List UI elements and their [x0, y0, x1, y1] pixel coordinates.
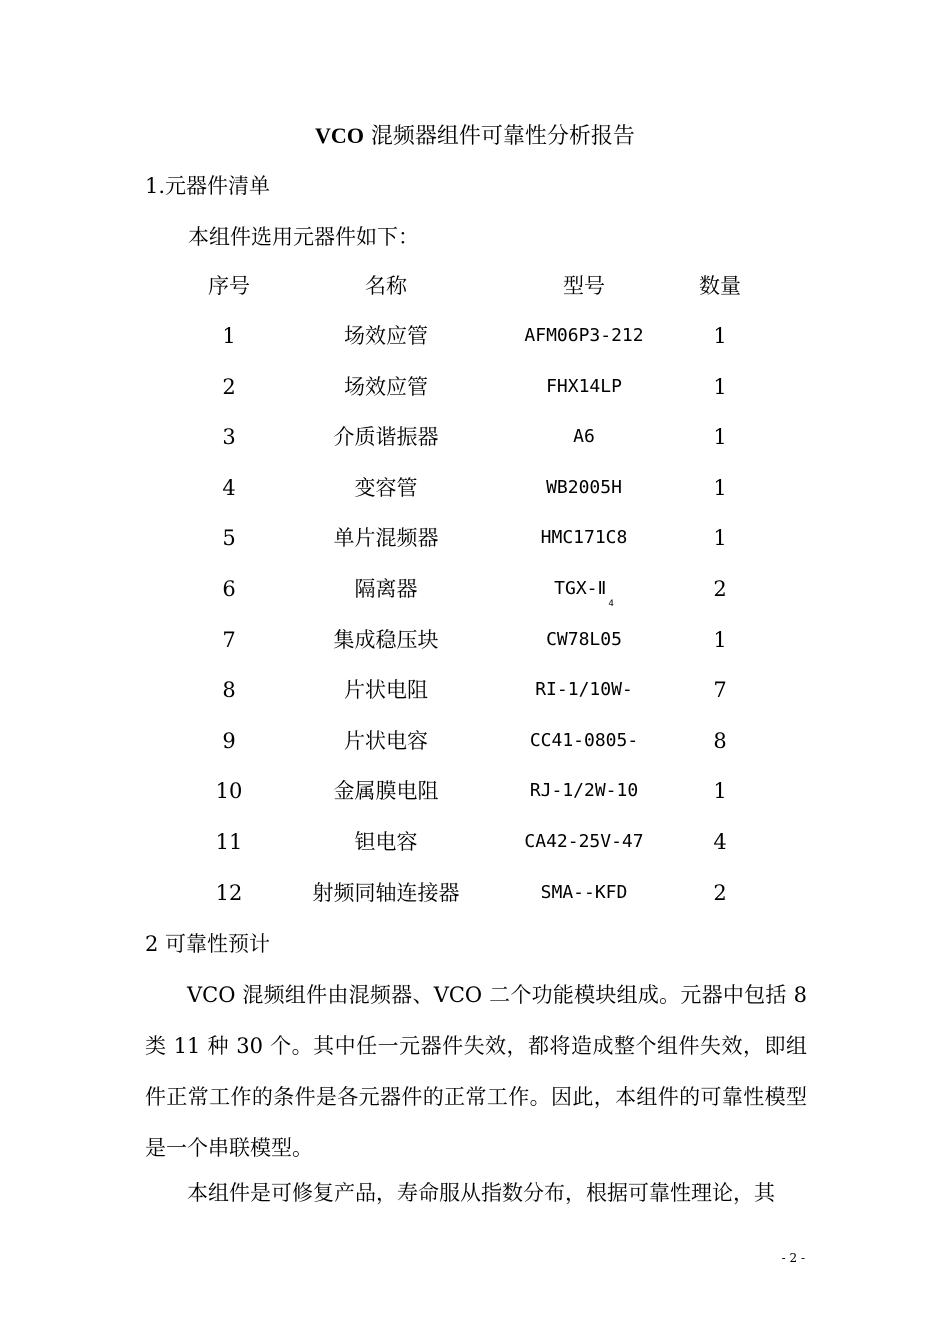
- cell-no-text: 1: [222, 324, 236, 348]
- header-no: 序号: [208, 274, 250, 298]
- cell-name: [286, 522, 486, 554]
- cell-qty: [670, 522, 770, 554]
- cell-qty-text: 4: [713, 830, 727, 854]
- cell-no: [179, 421, 279, 453]
- cell-qty: [670, 421, 770, 453]
- cell-name-text: 射频同轴连接器: [312, 880, 460, 905]
- cell-no-text: 6: [222, 577, 236, 601]
- cell-qty-text: 1: [713, 627, 727, 652]
- table-row: [0, 320, 950, 352]
- cell-name-text: 集成稳压块: [333, 627, 439, 652]
- cell-model: [484, 624, 684, 656]
- cell-name-text: 隔离器: [354, 577, 418, 601]
- paragraph-2: 本组件是可修复产品，寿命服从指数分布，根据可靠性理论，其: [187, 1181, 775, 1205]
- cell-name: [286, 320, 486, 352]
- cell-name-text: 片状电阻: [344, 678, 428, 703]
- cell-no-text: 5: [222, 526, 236, 551]
- cell-qty-text: 7: [713, 678, 727, 703]
- cell-qty-text: 1: [713, 324, 727, 348]
- cell-model: [484, 877, 684, 909]
- cell-no: [179, 826, 279, 858]
- cell-no-text: 2: [222, 374, 236, 399]
- cell-no: [179, 573, 279, 605]
- cell-model: [484, 371, 684, 403]
- cell-no: [179, 624, 279, 656]
- header-name: 名称: [365, 274, 407, 298]
- section-1-heading: 1.元器件清单: [145, 174, 271, 198]
- document-title: [0, 120, 950, 153]
- cell-model: [484, 472, 684, 504]
- cell-name-text: 金属膜电阻: [333, 779, 439, 804]
- cell-qty-text: 2: [713, 880, 727, 905]
- cell-qty: [670, 371, 770, 403]
- cell-name-text: 场效应管: [344, 324, 428, 348]
- cell-name: [286, 472, 486, 504]
- cell-name: [286, 421, 486, 453]
- cell-no-text: 7: [222, 627, 236, 652]
- cell-name-text: 变容管: [354, 475, 418, 500]
- cell-name: [286, 775, 486, 807]
- cell-name-text: 钽电容: [354, 830, 418, 854]
- cell-no: [179, 725, 279, 757]
- cell-name: [286, 877, 486, 909]
- cell-qty: [670, 624, 770, 656]
- cell-qty: [670, 775, 770, 807]
- table-row: [0, 725, 950, 757]
- cell-no: [179, 522, 279, 554]
- cell-name: [286, 826, 486, 858]
- cell-model-text: SMA--KFD: [540, 881, 628, 903]
- header-model: 型号: [563, 274, 605, 298]
- cell-model: [484, 320, 684, 352]
- cell-qty: [670, 877, 770, 909]
- table-row: [0, 421, 950, 453]
- cell-qty: [670, 472, 770, 504]
- paragraph-1: VCO 混频组件由混频器、VCO 二个功能模块组成。元器中包括 8 类 11 种 30 个。其中任一元器件失效，都将造成整个组件失效，即组件正常工作的条件是各元器件的正常工作。因此，本组件的可靠性模型是一个串联模型。: [145, 983, 807, 1160]
- cell-model: [484, 775, 684, 807]
- cell-qty: [670, 320, 770, 352]
- cell-qty-text: 8: [713, 728, 727, 753]
- cell-model-text: CA42-25V-47: [524, 831, 644, 852]
- cell-no: [179, 674, 279, 706]
- cell-model-text: WB2005H: [546, 476, 622, 498]
- cell-model-text: TGX-Ⅱ: [554, 578, 607, 599]
- cell-qty: [670, 725, 770, 757]
- cell-name: [286, 371, 486, 403]
- cell-no-text: 12: [215, 880, 243, 905]
- cell-no-text: 4: [222, 475, 236, 500]
- table-row: [0, 522, 950, 554]
- table-row: [0, 826, 950, 858]
- cell-model-text: RJ-1/2W-10: [529, 780, 639, 802]
- table-header-row: [0, 270, 950, 302]
- cell-no-text: 3: [222, 425, 236, 450]
- cell-no: [179, 320, 279, 352]
- cell-model: [484, 826, 684, 858]
- cell-model: [484, 573, 684, 608]
- cell-model-text: CW78L05: [546, 628, 622, 650]
- cell-name: [286, 573, 486, 605]
- cell-qty-text: 1: [713, 374, 727, 399]
- cell-name: [286, 674, 486, 706]
- cell-name: [286, 624, 486, 656]
- cell-model-text: AFM06P3-212: [524, 325, 644, 346]
- cell-model-text: FHX14LP: [546, 375, 622, 397]
- table-row: [0, 624, 950, 656]
- cell-name-text: 场效应管: [344, 374, 428, 399]
- title-text-part: 混频器组件可靠性分析报告: [363, 124, 635, 149]
- intro-text: 本组件选用元器件如下：: [188, 225, 419, 249]
- cell-no-text: 10: [215, 779, 243, 804]
- table-row: [0, 674, 950, 706]
- cell-qty: [670, 674, 770, 706]
- cell-no-text: 11: [215, 830, 243, 854]
- cell-qty: [670, 826, 770, 858]
- cell-model: [484, 674, 684, 706]
- cell-no: [179, 775, 279, 807]
- cell-model-text: CC41-0805-: [529, 729, 639, 751]
- cell-name-text: 单片混频器: [333, 526, 439, 551]
- table-row: [0, 472, 950, 504]
- cell-qty-text: 1: [713, 425, 727, 450]
- cell-no-text: 8: [222, 678, 236, 703]
- cell-model-text: RI-1/10W-: [535, 679, 633, 701]
- cell-qty-text: 2: [713, 577, 727, 601]
- table-row: [0, 877, 950, 909]
- table-row: [0, 371, 950, 403]
- cell-no: [179, 877, 279, 909]
- cell-model: [484, 725, 684, 757]
- cell-qty-text: 1: [713, 779, 727, 804]
- cell-qty: [670, 573, 770, 605]
- cell-name-text: 片状电容: [344, 728, 428, 753]
- page-number: - 2 -: [781, 1251, 805, 1265]
- cell-model-text: A6: [573, 426, 595, 448]
- cell-qty-text: 1: [713, 526, 727, 551]
- cell-model: [484, 421, 684, 453]
- title-bold-part: VCO: [315, 123, 364, 148]
- cell-model: [484, 522, 684, 554]
- cell-name: [286, 725, 486, 757]
- header-qty: 数量: [699, 274, 741, 298]
- cell-qty-text: 1: [713, 475, 727, 500]
- model-subscript: 4: [608, 599, 614, 609]
- table-row: [0, 573, 950, 609]
- cell-name-text: 介质谐振器: [333, 425, 439, 450]
- cell-no-text: 9: [222, 728, 236, 753]
- cell-no: [179, 371, 279, 403]
- cell-no: [179, 472, 279, 504]
- cell-model-text: HMC171C8: [540, 527, 628, 549]
- table-row: [0, 775, 950, 807]
- section-2-heading: 2 可靠性预计: [145, 932, 271, 956]
